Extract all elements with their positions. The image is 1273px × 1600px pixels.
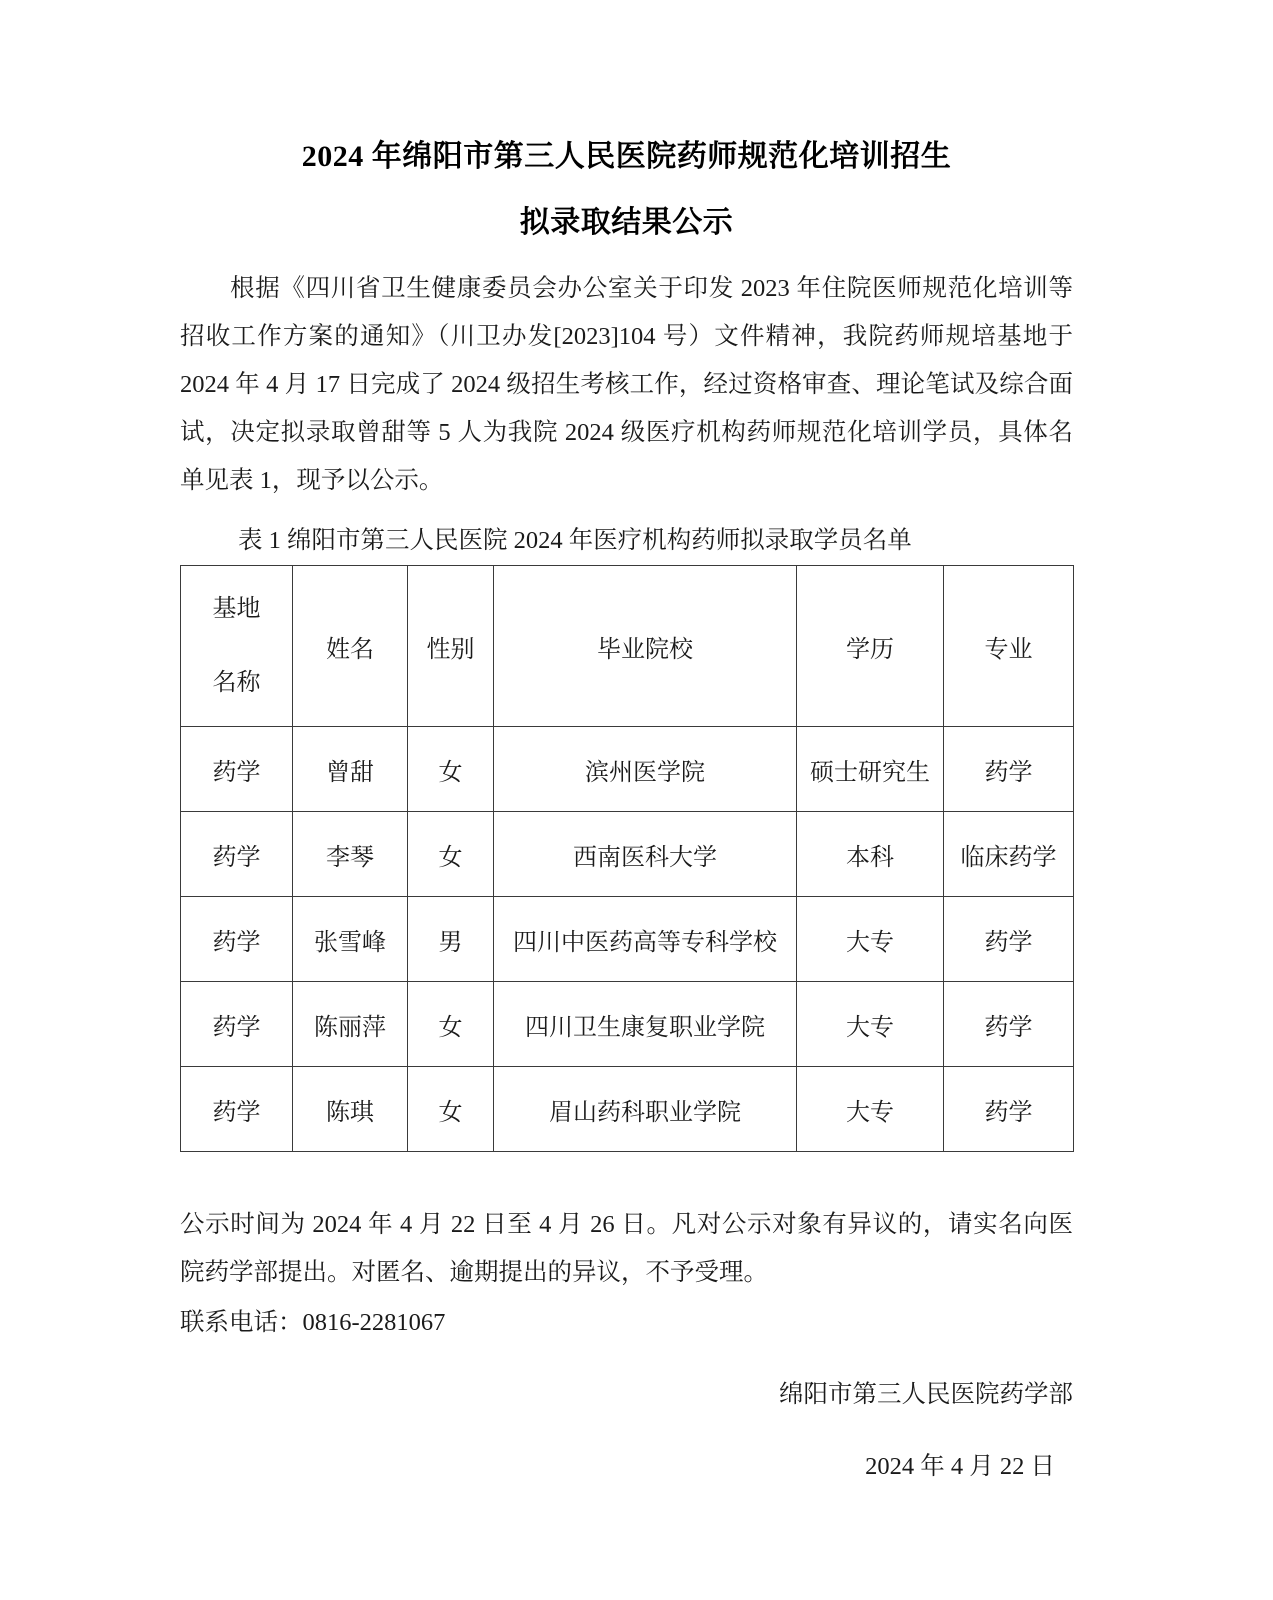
cell-degree: 本科 [797, 812, 944, 897]
cell-gender: 女 [408, 727, 494, 812]
cell-school: 四川中医药高等专科学校 [494, 897, 797, 982]
admitted-trainees-table [180, 565, 1074, 1152]
contact-phone-line: 联系电话：0816-2281067 [180, 1308, 446, 1336]
cell-school: 四川卫生康复职业学院 [494, 982, 797, 1067]
cell-major: 药学 [944, 1067, 1074, 1152]
cell-name: 陈丽萍 [293, 982, 408, 1067]
intro-paragraph: 根据《四川省卫生健康委员会办公室关于印发 2023 年住院医师规范化培训等招收工作方案的通知》（川卫办发[2023]104 号）文件精神，我院药师规培基地于 2024 年 4 月 17 日完成了 2024 级招生考核工作，经过资格审查、理论笔试及综合面试，决定拟录取曾甜等 5 人为我院 2024 级医疗机构药师规范化培训学员，具体名单见表 1，现予以公示。 [180, 274, 1073, 494]
column-header-name: 姓名 [293, 566, 408, 727]
cell-degree: 大专 [797, 1067, 944, 1152]
table-row [181, 1067, 1074, 1152]
table-row [181, 897, 1074, 982]
cell-name: 陈琪 [293, 1067, 408, 1152]
column-header-school: 毕业院校 [494, 566, 797, 727]
cell-name: 曾甜 [293, 727, 408, 812]
cell-major: 临床药学 [944, 812, 1074, 897]
cell-major: 药学 [944, 982, 1074, 1067]
cell-base: 药学 [181, 982, 293, 1067]
table-caption: 表 1 绵阳市第三人民医院 2024 年医疗机构药师拟录取学员名单 [238, 526, 912, 554]
column-header-base-name [181, 566, 293, 727]
cell-name: 李琴 [293, 812, 408, 897]
cell-gender: 女 [408, 982, 494, 1067]
column-header-gender: 性别 [408, 566, 494, 727]
cell-degree: 大专 [797, 897, 944, 982]
cell-school: 滨州医学院 [494, 727, 797, 812]
column-header-base-name-line-1: 基地 [212, 596, 261, 622]
cell-school: 西南医科大学 [494, 812, 797, 897]
signature-date: 2024 年 4 月 22 日 [865, 1452, 1055, 1480]
column-header-degree: 学历 [797, 566, 944, 727]
cell-degree: 大专 [797, 982, 944, 1067]
page-title [180, 124, 1073, 256]
table-header [181, 566, 1074, 727]
column-header-major: 专业 [944, 566, 1074, 727]
page-title-line-1: 2024 年绵阳市第三人民医院药师规范化培训招生 [301, 140, 952, 174]
table-header-row [181, 566, 1074, 727]
cell-base: 药学 [181, 1067, 293, 1152]
table-row [181, 727, 1074, 812]
cell-gender: 男 [408, 897, 494, 982]
cell-base: 药学 [181, 812, 293, 897]
notice-paragraph: 公示时间为 2024 年 4 月 22 日至 4 月 26 日。凡对公示对象有异议的，请实名向医院药学部提出。对匿名、逾期提出的异议，不予受理。 [180, 1210, 1073, 1286]
cell-school: 眉山药科职业学院 [494, 1067, 797, 1152]
table-row [181, 982, 1074, 1067]
cell-major: 药学 [944, 897, 1074, 982]
table-body [181, 727, 1074, 1152]
cell-base: 药学 [181, 897, 293, 982]
page-title-line-2: 拟录取结果公示 [519, 206, 734, 240]
cell-gender: 女 [408, 812, 494, 897]
cell-name: 张雪峰 [293, 897, 408, 982]
cell-degree: 硕士研究生 [797, 727, 944, 812]
cell-base: 药学 [181, 727, 293, 812]
column-header-base-name-line-2: 名称 [212, 670, 261, 696]
table-row [181, 812, 1074, 897]
signature-organization: 绵阳市第三人民医院药学部 [779, 1380, 1073, 1408]
cell-major: 药学 [944, 727, 1074, 812]
cell-gender: 女 [408, 1067, 494, 1152]
